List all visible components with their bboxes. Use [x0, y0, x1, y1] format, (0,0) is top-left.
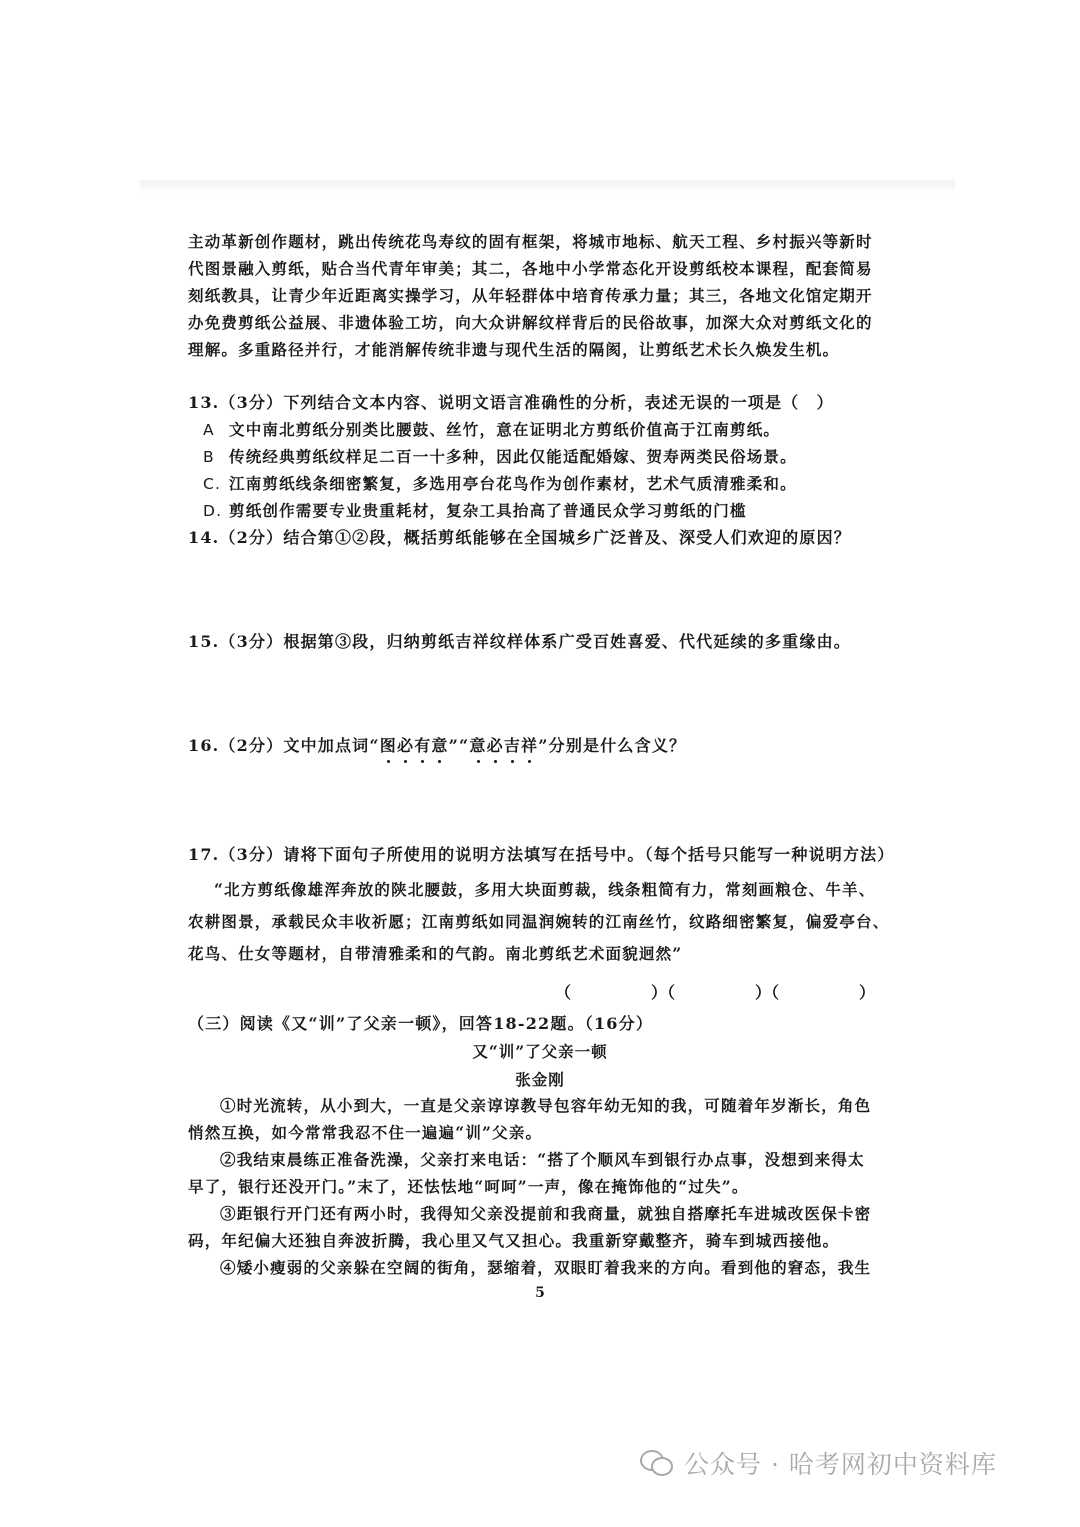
option-text: 剪纸创作需要专业贵重耗材，复杂工具抬高了普通民众学习剪纸的门槛 [229, 501, 747, 520]
question-17: 17.（3分）请将下面句子所使用的说明方法填写在括号中。（每个括号只能写一种说明方法） [188, 845, 895, 864]
wechat-icon [640, 1448, 674, 1478]
passage-line: 刻纸教具，让青少年近距离实操学习，从年轻群体中培育传承力量；其三，各地文化馆定期开 [188, 286, 873, 305]
dotted-char: 有 [414, 736, 432, 755]
option-letter: A [203, 421, 215, 439]
passage-line: 理解。多重路径并行，才能消解传统非遗与现代生活的隔阂，让剪纸艺术长久焕发生机。 [188, 340, 840, 359]
question-16 [188, 736, 686, 756]
dotted-char: 必 [396, 736, 415, 755]
article-line: 悄然互换，如今常常我忍不住一遍遍“训”父亲。 [188, 1123, 543, 1142]
q16-suffix: ”分别是什么含义？ [538, 736, 687, 755]
q16-prefix: 16.（2分）文中加点词“ [188, 736, 380, 755]
question-14: 14.（2分）结合第①②段，概括剪纸能够在全国城乡广泛普及、深受人们欢迎的原因？ [188, 528, 851, 547]
quote-line: 花鸟、仕女等题材，自带清雅柔和的气韵。南北剪纸艺术面貌迥然” [188, 944, 683, 963]
option-d [203, 501, 747, 521]
article-title: 又“训”了父亲一顿 [472, 1042, 608, 1061]
scan-shadow [140, 180, 955, 194]
q16-middle: ”“ [448, 736, 470, 755]
dotted-char: 吉 [503, 736, 522, 755]
answer-brackets: （ ）（ ）（ ） [555, 983, 876, 1002]
dotted-char: 意 [431, 736, 449, 755]
page-number: 5 [535, 1285, 545, 1301]
dotted-char: 必 [486, 736, 504, 755]
article-line: 早了，银行还没开门。”末了，还怯怯地“呵呵”一声，像在掩饰他的“过失”。 [188, 1177, 749, 1196]
watermark-text: 公众号 · 哈考网初中资料库 [684, 1450, 997, 1479]
option-text: 文中南北剪纸分别类比腰鼓、丝竹，意在证明北方剪纸价值高于江南剪纸。 [229, 420, 781, 439]
passage-line: 办免费剪纸公益展、非遗体验工坊，向大众讲解纹样背后的民俗故事，加深大众对剪纸文化的 [188, 313, 873, 332]
article-line: ③距银行开门还有两小时，我得知父亲没提前和我商量，就独自搭摩托车进城改医保卡密 [220, 1204, 872, 1223]
quote-line: 农耕图景，承载民众丰收祈愿；江南剪纸如同温润婉转的江南丝竹，纹路细密繁复，偏爱亭台、 [188, 912, 890, 931]
quote-line: “北方剪纸像雄浑奔放的陕北腰鼓，多用大块面剪裁，线条粗简有力，常刻画粮仓、牛羊、 [214, 880, 876, 899]
option-c [203, 474, 797, 494]
option-letter: D. [203, 502, 223, 520]
option-letter: C. [203, 475, 222, 493]
option-text: 江南剪纸线条细密繁复，多选用亭台花鸟作为创作素材，艺术气质清雅柔和。 [229, 474, 797, 493]
passage-line: 代图景融入剪纸，贴合当代青年审美；其二，各地中小学常态化开设剪纸校本课程，配套简易 [188, 259, 873, 278]
article-line: 码，年纪偏大还独自奔波折腾，我心里又气又担心。我重新穿戴整齐，骑车到城西接他。 [188, 1231, 840, 1250]
watermark [640, 1443, 997, 1483]
option-letter: B [203, 448, 215, 466]
dotted-char: 祥 [521, 736, 539, 755]
dotted-char: 意 [469, 736, 487, 755]
dotted-char: 图 [379, 736, 397, 755]
option-b [203, 447, 797, 467]
article-line: ④矮小瘦弱的父亲躲在空阔的街角，瑟缩着，双眼盯着我来的方向。看到他的窘态，我生 [220, 1258, 872, 1277]
option-text: 传统经典剪纸纹样足二百一十多种，因此仅能适配婚嫁、贺寿两类民俗场景。 [229, 447, 797, 466]
article-line: ②我结束晨练正准备洗澡，父亲打来电话：“搭了个顺风车到银行办点事，没想到来得太 [220, 1150, 865, 1169]
passage-line: 主动革新创作题材，跳出传统花鸟寿纹的固有框架，将城市地标、航天工程、乡村振兴等新时 [188, 232, 873, 251]
section-heading: （三）阅读《又“训”了父亲一顿》，回答18-22题。（16分） [188, 1014, 654, 1033]
article-line: ①时光流转，从小到大，一直是父亲谆谆教导包容年幼无知的我，可随着年岁渐长，角色 [220, 1096, 872, 1115]
option-a [203, 420, 780, 440]
question-15: 15.（3分）根据第③段，归纳剪纸吉祥纹样体系广受百姓喜爱、代代延续的多重缘由。 [188, 632, 851, 651]
article-author: 张金刚 [515, 1070, 565, 1089]
question-13: 13.（3分）下列结合文本内容、说明文语言准确性的分析，表述无误的一项是（ ） [188, 393, 834, 412]
